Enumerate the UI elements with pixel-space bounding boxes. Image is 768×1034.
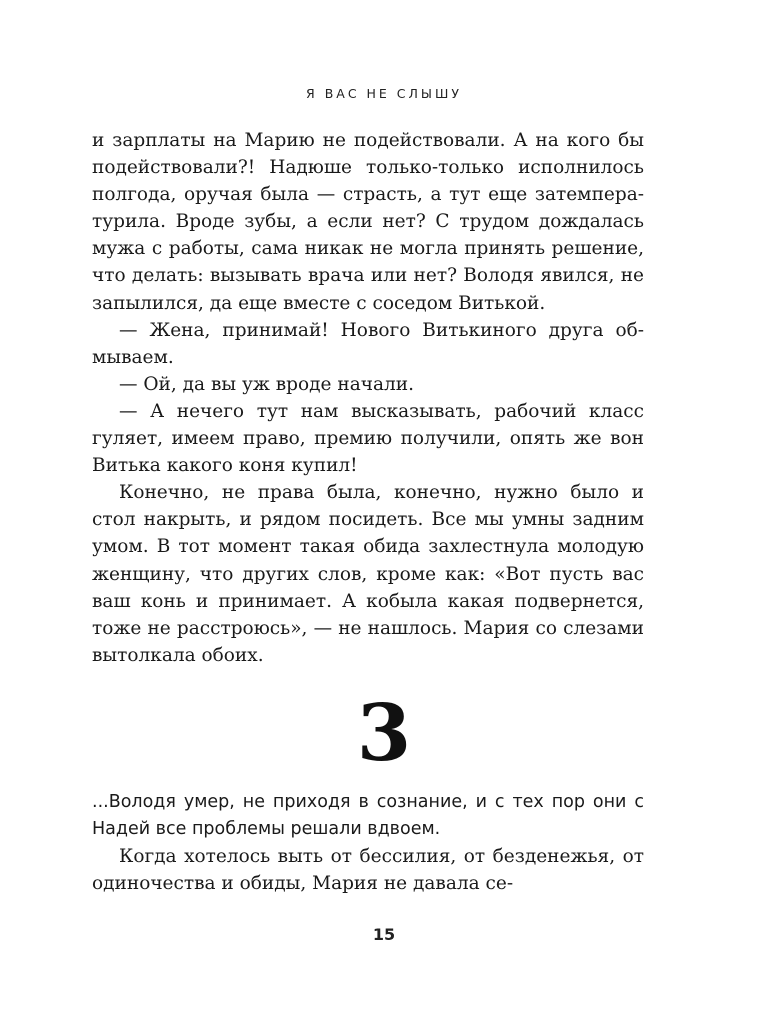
paragraph: Когда хотелось выть от бессилия, от безденежья, от одиночества и обиды, Мария не давала се- <box>92 846 644 895</box>
paragraph: — Ой, да вы уж вроде начали. <box>119 373 414 395</box>
paragraph: — Жена, принимай! Нового Витькиного друга обмываем. <box>92 319 644 368</box>
paragraph: — А нечего тут нам высказывать, рабочий класс гуляет, имеем право, премию получили, опять же вон Витька какого коня купил! <box>92 400 644 477</box>
chapter-number: 3 <box>356 688 412 779</box>
body-text-section-1 <box>92 127 644 669</box>
running-header: Я ВАС НЕ СЛЫШУ <box>306 86 462 101</box>
paragraph: Конечно, не права была, конечно, нужно было и стол накрыть, и рядом посидеть. Все мы умны задним умом. В тот момент такая обида захлестнула молодую женщину, что других слов, кроме как: «Вот пусть вас ваш конь и принимает. А кобыла какая подвернется, тоже не расстроюсь», — не нашлось. Мария со слезами вытолкала обоих. <box>92 482 644 666</box>
chapter-lead-paragraph: ...Володя умер, не приходя в сознание, и с тех пор они с Надей все проблемы решали вдвоем. <box>92 792 644 840</box>
paragraph: и зарплаты на Марию не подействовали. А на кого бы подействовали?! Надюше только-только исполнилось полгода, оручая была — страсть, а тут еще затемпературила. Вроде зубы, а если нет? С трудом дождалась мужа с работы, сама никак не могла принять решение, что делать: вызывать врача или нет? Володя явился, не запылился, да еще вместе с соседом Витькой. <box>92 130 644 314</box>
page-number: 15 <box>372 925 396 944</box>
body-text-section-2 <box>92 789 644 897</box>
